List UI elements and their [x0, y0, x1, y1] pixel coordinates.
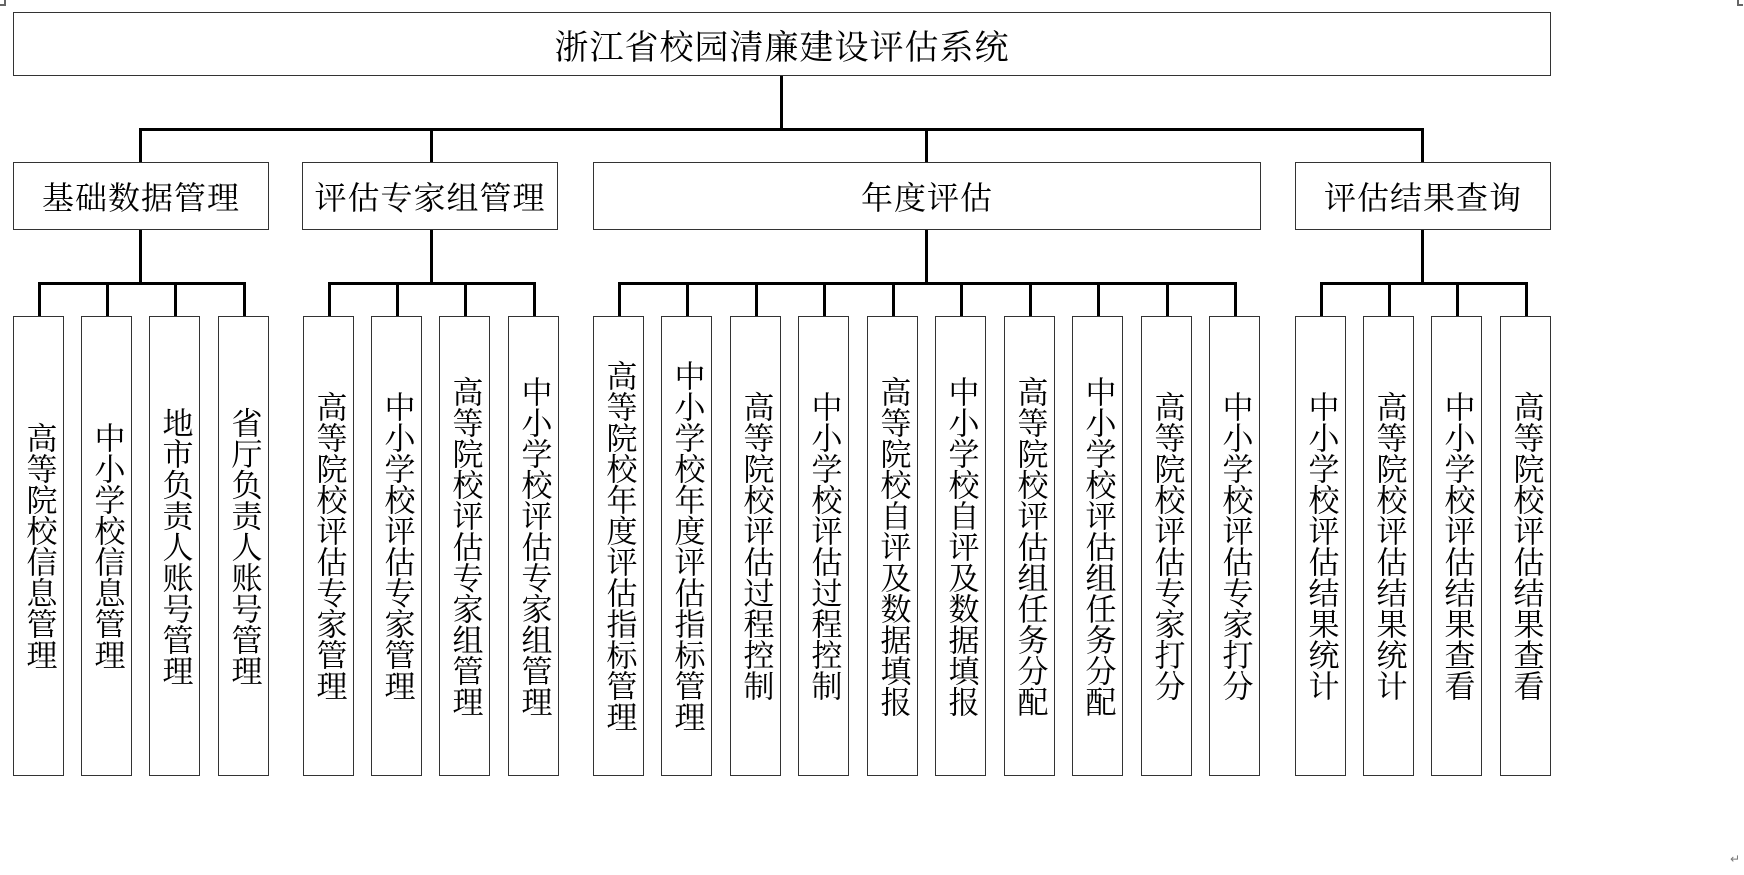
connector-cat-2	[430, 128, 433, 163]
leaf-node	[867, 316, 918, 776]
leaf-label: 中小学校评估专家组管理	[515, 375, 552, 717]
leaf-label: 中小学校信息管理	[88, 422, 125, 670]
leaf-label: 中小学校评估过程控制	[805, 391, 842, 701]
connector-leaf	[823, 282, 826, 317]
connector-leaf	[1166, 282, 1169, 317]
connector-group3-bus	[618, 282, 1236, 285]
connector-leaf	[1388, 282, 1391, 317]
connector-leaf	[755, 282, 758, 317]
leaf-node	[1500, 316, 1551, 776]
leaf-node	[1072, 316, 1123, 776]
leaf-label: 中小学校评估专家打分	[1216, 391, 1253, 701]
leaf-label: 省厅负责人账号管理	[225, 406, 262, 686]
leaf-node	[1363, 316, 1414, 776]
leaf-node	[661, 316, 712, 776]
leaf-label: 中小学校评估结果统计	[1302, 391, 1339, 701]
connector-leaf	[174, 282, 177, 317]
leaf-label: 中小学校年度评估指标管理	[668, 360, 705, 732]
connector-group1-down	[139, 230, 142, 283]
leaf-label: 中小学校评估组任务分配	[1079, 375, 1116, 717]
connector-cat-1	[139, 128, 142, 163]
leaf-label: 高等院校信息管理	[20, 422, 57, 670]
leaf-label: 中小学校自评及数据填报	[942, 375, 979, 717]
category-label: 评估专家组管理	[314, 179, 546, 217]
leaf-label: 地市负责人账号管理	[156, 406, 193, 686]
leaf-label: 高等院校评估过程控制	[737, 391, 774, 701]
category-expert-group	[302, 162, 558, 230]
root-node	[13, 12, 1551, 76]
category-result-query	[1295, 162, 1551, 230]
connector-group4-down	[1421, 230, 1424, 283]
leaf-label: 中小学校评估结果查看	[1438, 391, 1475, 701]
connector-leaf	[38, 282, 41, 317]
leaf-node	[1209, 316, 1260, 776]
connector-root-bus	[139, 128, 1424, 131]
leaf-label: 高等院校评估专家打分	[1148, 391, 1185, 701]
category-label: 评估结果查询	[1323, 179, 1522, 217]
connector-cat-3	[925, 128, 928, 163]
connector-leaf	[464, 282, 467, 317]
leaf-node	[935, 316, 986, 776]
connector-group4-bus	[1320, 282, 1528, 285]
leaf-label: 中小学校评估专家管理	[378, 391, 415, 701]
connector-leaf	[533, 282, 536, 317]
leaf-node	[13, 316, 64, 776]
leaf-node	[149, 316, 200, 776]
connector-leaf	[1456, 282, 1459, 317]
connector-leaf	[1525, 282, 1528, 317]
leaf-node	[439, 316, 490, 776]
leaf-node	[1141, 316, 1192, 776]
leaf-label: 高等院校年度评估指标管理	[600, 360, 637, 732]
connector-group2-down	[430, 230, 433, 283]
leaf-node	[1431, 316, 1482, 776]
connector-leaf	[686, 282, 689, 317]
category-label: 基础数据管理	[41, 179, 240, 217]
crop-mark-top-right	[1737, 0, 1743, 6]
leaf-label: 高等院校评估组任务分配	[1011, 375, 1048, 717]
connector-leaf	[328, 282, 331, 317]
leaf-node	[81, 316, 132, 776]
category-basic-data	[13, 162, 269, 230]
leaf-label: 高等院校评估结果统计	[1370, 391, 1407, 701]
leaf-node	[593, 316, 644, 776]
connector-leaf	[618, 282, 621, 317]
leaf-label: 高等院校自评及数据填报	[874, 375, 911, 717]
connector-group3-down	[925, 230, 928, 283]
leaf-node	[508, 316, 559, 776]
leaf-node	[218, 316, 269, 776]
connector-root-down	[780, 76, 783, 129]
leaf-node	[303, 316, 354, 776]
leaf-node	[1295, 316, 1346, 776]
connector-leaf	[1234, 282, 1237, 317]
leaf-node	[798, 316, 849, 776]
connector-leaf	[243, 282, 246, 317]
leaf-node	[371, 316, 422, 776]
leaf-label: 高等院校评估专家管理	[310, 391, 347, 701]
leaf-label: 高等院校评估专家组管理	[446, 375, 483, 717]
connector-leaf	[1097, 282, 1100, 317]
connector-group2-bus	[328, 282, 536, 285]
connector-leaf	[1029, 282, 1032, 317]
paragraph-return-mark: ↵	[1730, 852, 1741, 866]
root-label: 浙江省校园清廉建设评估系统	[554, 27, 1010, 68]
connector-leaf	[1320, 282, 1323, 317]
connector-leaf	[892, 282, 895, 317]
connector-leaf	[396, 282, 399, 317]
connector-leaf	[960, 282, 963, 317]
connector-group1-bus	[38, 282, 246, 285]
category-annual-evaluation	[593, 162, 1261, 230]
leaf-node	[730, 316, 781, 776]
connector-cat-4	[1421, 128, 1424, 163]
connector-leaf	[106, 282, 109, 317]
category-label: 年度评估	[860, 179, 993, 217]
leaf-label: 高等院校评估结果查看	[1507, 391, 1544, 701]
leaf-node	[1004, 316, 1055, 776]
crop-mark-top-left	[0, 0, 6, 6]
